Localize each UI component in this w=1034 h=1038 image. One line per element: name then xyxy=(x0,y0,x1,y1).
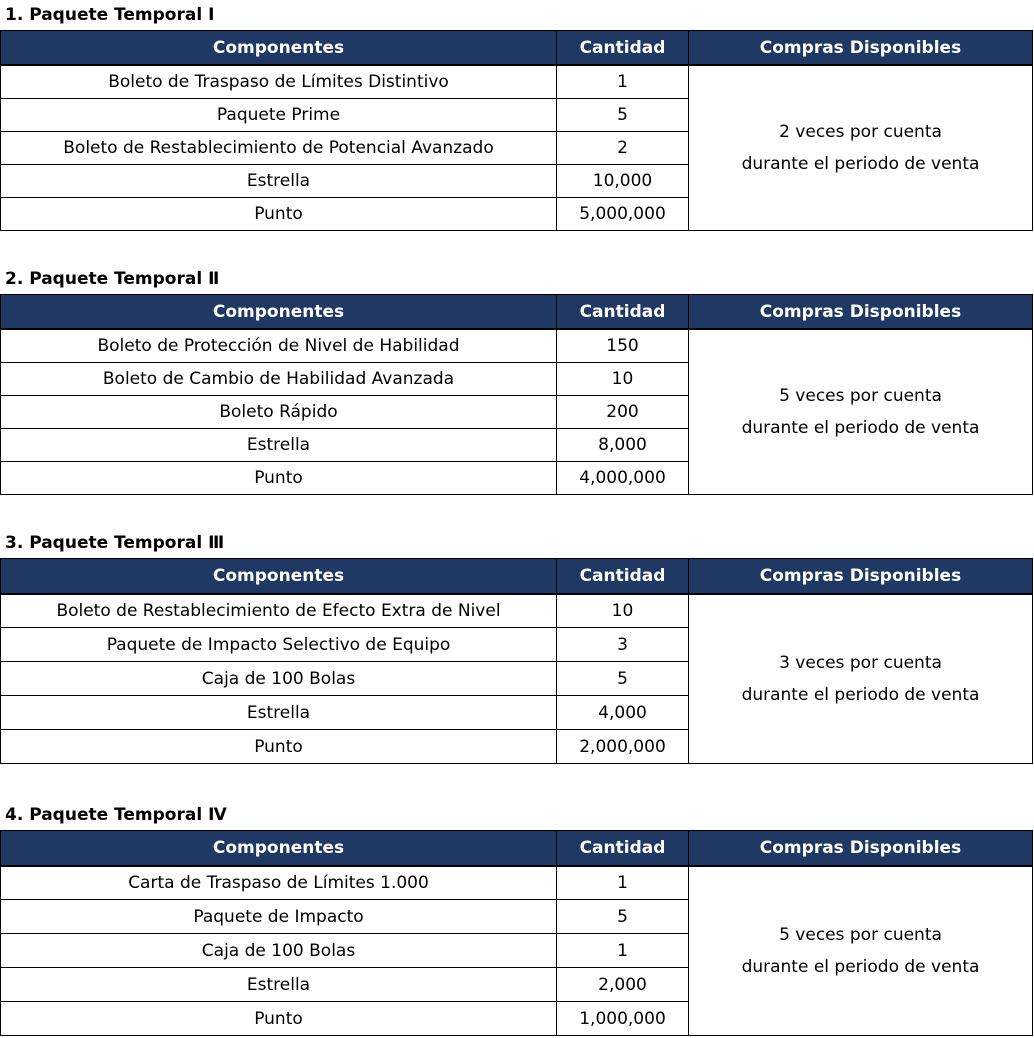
purchases-cell xyxy=(689,594,1033,764)
component-name: Boleto de Restablecimiento de Potencial Avanzado xyxy=(1,131,557,164)
component-name: Boleto de Traspaso de Límites Distintivo xyxy=(1,65,557,98)
component-name: Boleto Rápido xyxy=(1,395,557,428)
component-qty: 10 xyxy=(557,362,689,395)
component-name: Estrella xyxy=(1,696,557,730)
header-row xyxy=(1,295,1033,330)
component-name: Estrella xyxy=(1,164,557,197)
header-row xyxy=(1,831,1033,866)
components-header: Componentes xyxy=(1,295,557,330)
header-row xyxy=(1,559,1033,594)
package-table xyxy=(0,830,1033,1036)
component-name: Caja de 100 Bolas xyxy=(1,934,557,968)
component-qty: 1 xyxy=(557,866,689,900)
components-header: Componentes xyxy=(1,31,557,66)
component-name: Paquete de Impacto xyxy=(1,900,557,934)
component-qty: 2 xyxy=(557,131,689,164)
purchases-header: Compras Disponibles xyxy=(689,295,1033,330)
component-qty: 4,000,000 xyxy=(557,461,689,494)
package-section-2 xyxy=(0,264,1034,495)
component-name: Punto xyxy=(1,1002,557,1036)
component-qty: 8,000 xyxy=(557,428,689,461)
purchases-line1: 3 veces por cuenta xyxy=(779,652,942,673)
purchases-line1: 5 veces por cuenta xyxy=(779,385,942,406)
purchases-line2: durante el periodo de venta xyxy=(741,417,980,438)
table-row xyxy=(1,594,1033,628)
package-title: 2. Paquete Temporal Ⅱ xyxy=(5,269,220,289)
component-name: Boleto de Restablecimiento de Efecto Extra de Nivel xyxy=(1,594,557,628)
purchases-cell xyxy=(689,329,1033,494)
component-qty: 200 xyxy=(557,395,689,428)
package-title: 1. Paquete Temporal Ⅰ xyxy=(5,5,215,25)
purchases-header: Compras Disponibles xyxy=(689,31,1033,66)
table-row xyxy=(1,329,1033,362)
purchases-line1: 2 veces por cuenta xyxy=(779,121,942,142)
components-header: Componentes xyxy=(1,559,557,594)
component-name: Punto xyxy=(1,730,557,764)
purchases-header: Compras Disponibles xyxy=(689,831,1033,866)
package-title: 3. Paquete Temporal Ⅲ xyxy=(5,533,225,553)
component-name: Estrella xyxy=(1,968,557,1002)
package-section-4 xyxy=(0,800,1034,1036)
component-qty: 5,000,000 xyxy=(557,197,689,230)
quantity-header: Cantidad xyxy=(557,831,689,866)
component-qty: 2,000 xyxy=(557,968,689,1002)
header-row xyxy=(1,31,1033,66)
components-header: Componentes xyxy=(1,831,557,866)
package-section-3 xyxy=(0,528,1034,764)
component-name: Punto xyxy=(1,197,557,230)
table-row xyxy=(1,65,1033,98)
package-title: 4. Paquete Temporal Ⅳ xyxy=(5,805,227,825)
component-qty: 10,000 xyxy=(557,164,689,197)
component-name: Carta de Traspaso de Límites 1.000 xyxy=(1,866,557,900)
component-name: Paquete de Impacto Selectivo de Equipo xyxy=(1,628,557,662)
purchases-cell xyxy=(689,866,1033,1036)
quantity-header: Cantidad xyxy=(557,559,689,594)
component-qty: 5 xyxy=(557,662,689,696)
purchases-line2: durante el periodo de venta xyxy=(741,956,980,977)
component-qty: 1 xyxy=(557,934,689,968)
component-name: Paquete Prime xyxy=(1,98,557,131)
component-qty: 4,000 xyxy=(557,696,689,730)
component-qty: 5 xyxy=(557,900,689,934)
component-qty: 3 xyxy=(557,628,689,662)
package-table xyxy=(0,30,1033,231)
quantity-header: Cantidad xyxy=(557,295,689,330)
purchases-header: Compras Disponibles xyxy=(689,559,1033,594)
package-table xyxy=(0,558,1033,764)
package-section-1 xyxy=(0,0,1034,231)
package-table xyxy=(0,294,1033,495)
component-name: Punto xyxy=(1,461,557,494)
component-name: Caja de 100 Bolas xyxy=(1,662,557,696)
purchases-line2: durante el periodo de venta xyxy=(741,153,980,174)
component-name: Boleto de Protección de Nivel de Habilidad xyxy=(1,329,557,362)
table-row xyxy=(1,866,1033,900)
component-qty: 1 xyxy=(557,65,689,98)
component-name: Estrella xyxy=(1,428,557,461)
component-qty: 2,000,000 xyxy=(557,730,689,764)
purchases-line1: 5 veces por cuenta xyxy=(779,924,942,945)
quantity-header: Cantidad xyxy=(557,31,689,66)
purchases-line2: durante el periodo de venta xyxy=(741,684,980,705)
component-qty: 1,000,000 xyxy=(557,1002,689,1036)
component-qty: 10 xyxy=(557,594,689,628)
component-qty: 5 xyxy=(557,98,689,131)
purchases-cell xyxy=(689,65,1033,230)
component-name: Boleto de Cambio de Habilidad Avanzada xyxy=(1,362,557,395)
component-qty: 150 xyxy=(557,329,689,362)
